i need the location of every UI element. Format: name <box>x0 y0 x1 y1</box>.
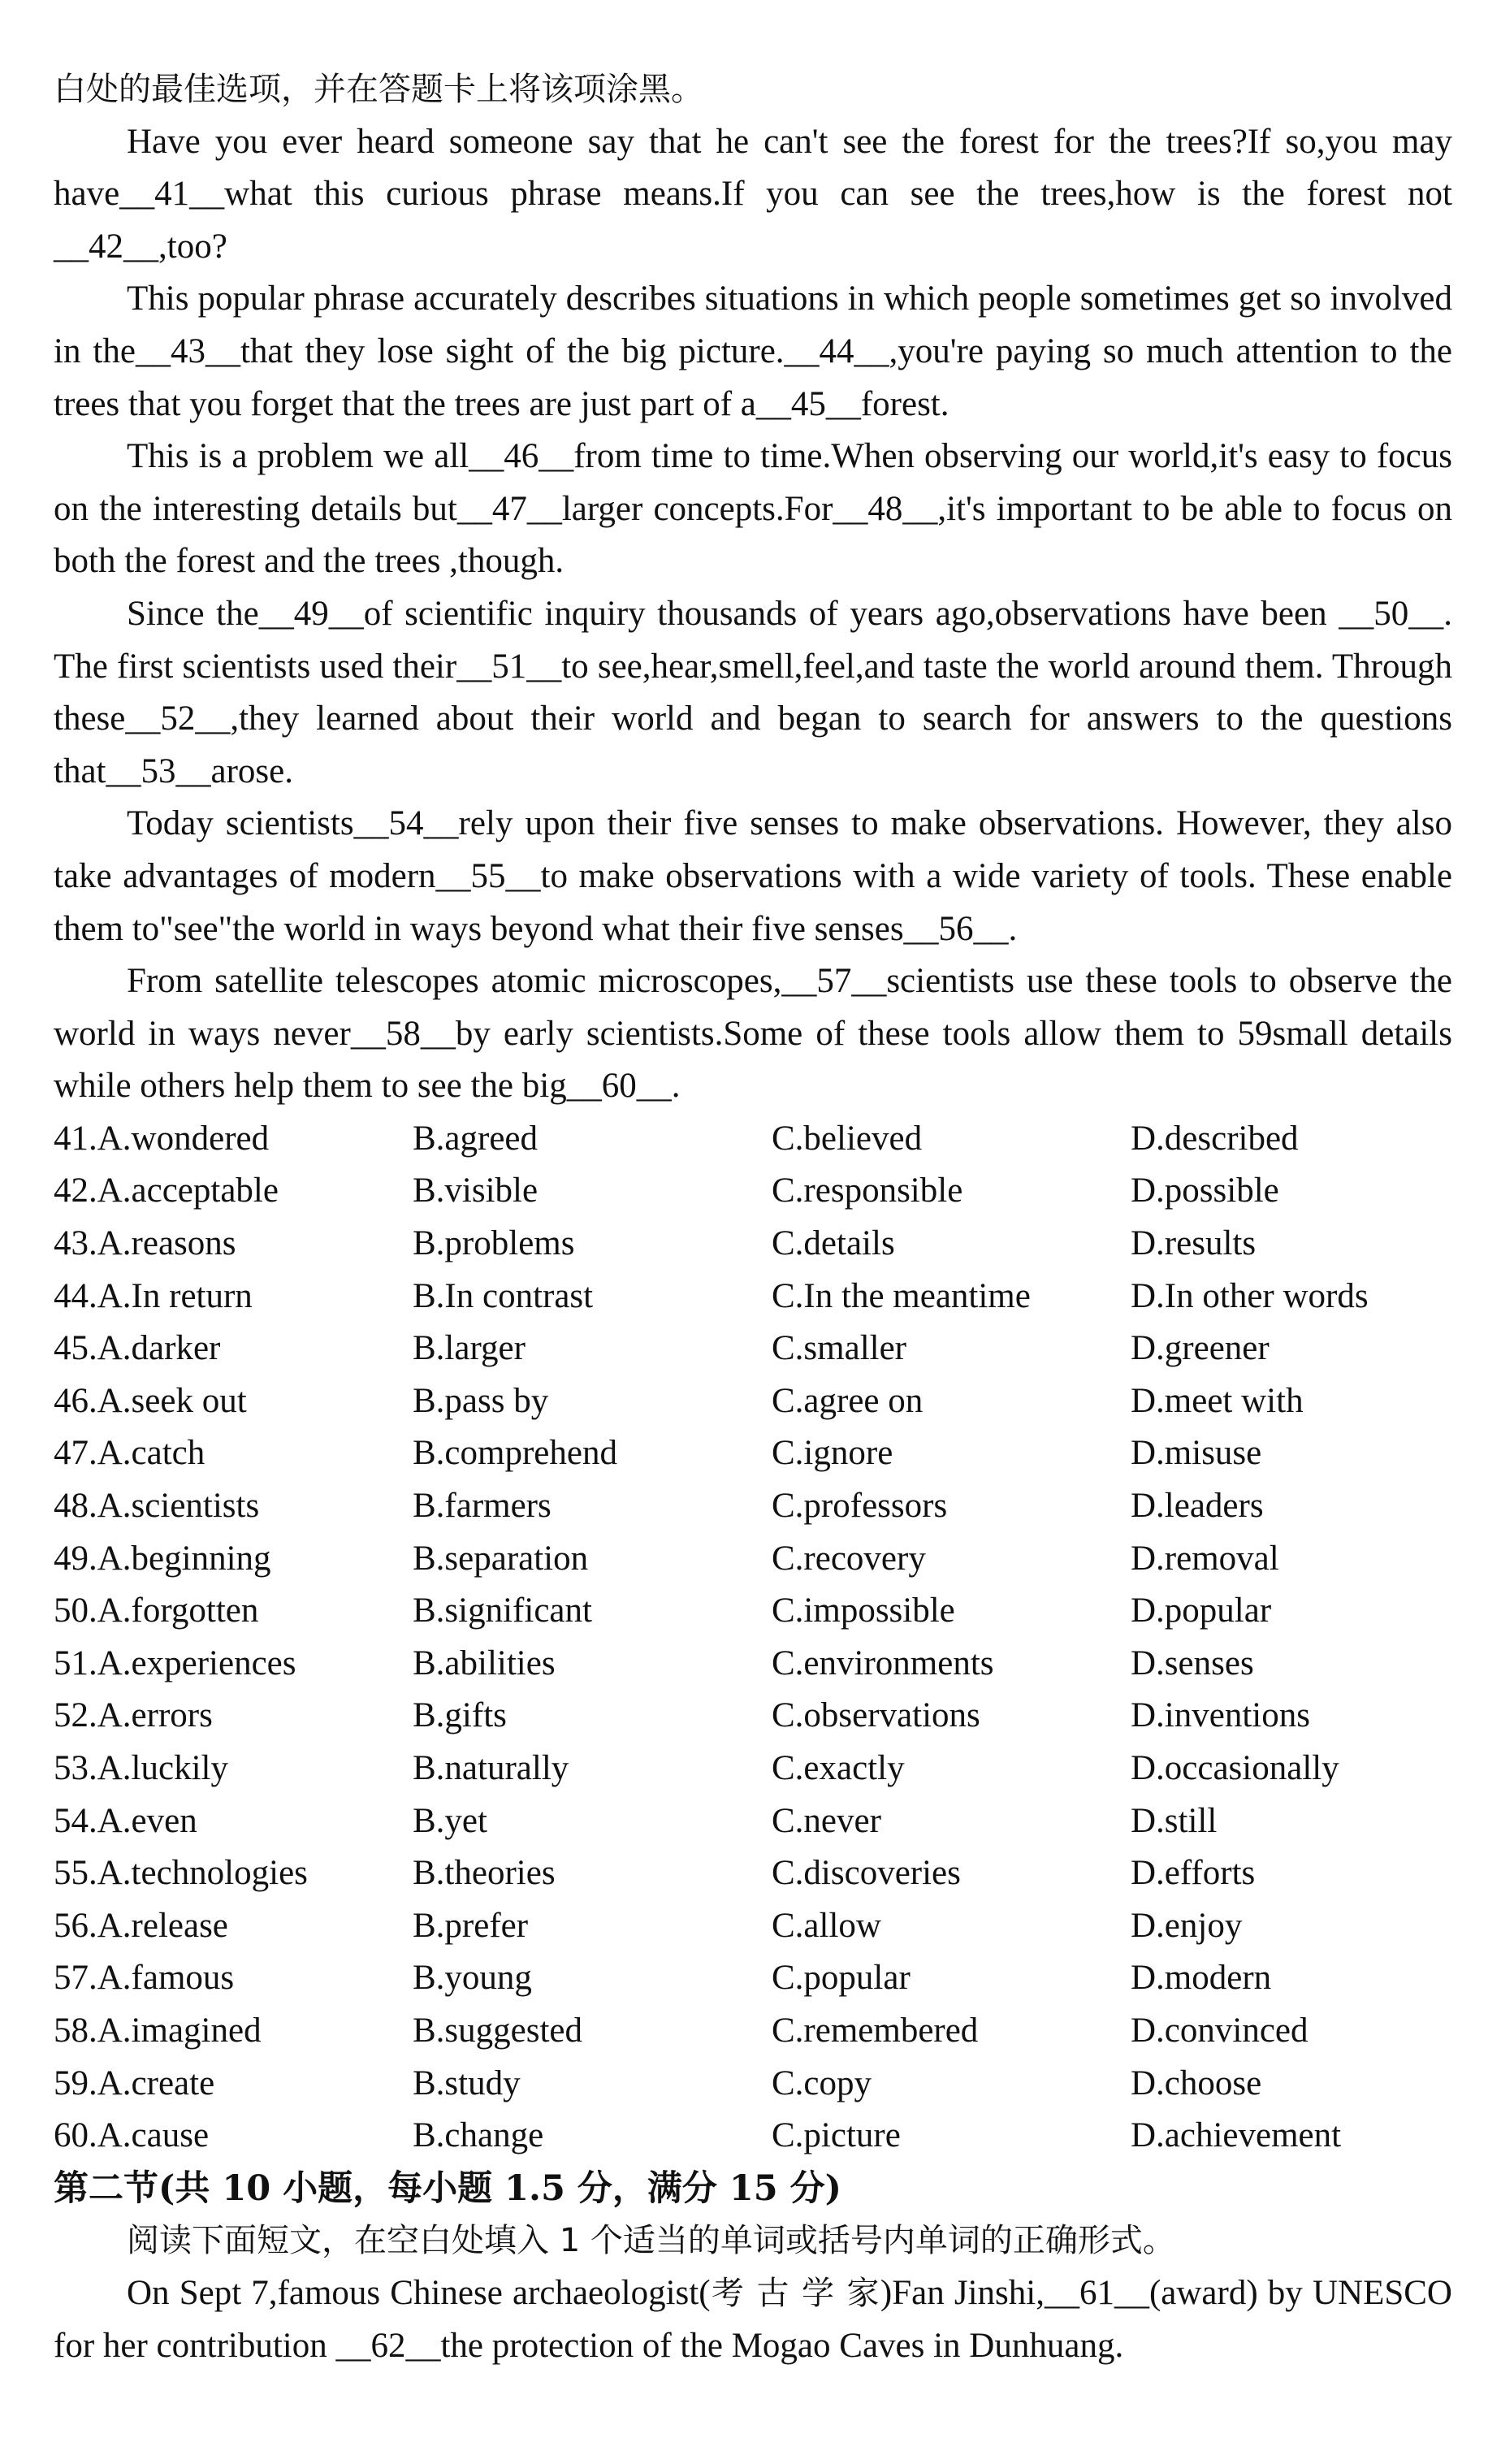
option-b: B.separation <box>413 1539 589 1578</box>
option-a: 51.A.experiences <box>54 1643 296 1682</box>
option-d: D.convinced <box>1131 2011 1309 2050</box>
chinese-gloss: 考 古 学 家 <box>710 2274 880 2312</box>
option-a: 56.A.release <box>54 1906 228 1945</box>
question-options-49 <box>54 1533 1452 1586</box>
question-options-59 <box>54 2058 1452 2111</box>
option-a: 57.A.famous <box>54 1959 235 1998</box>
option-c: C.exactly <box>772 1749 905 1787</box>
option-a: 42.A.acceptable <box>54 1171 279 1210</box>
section-two-instruction: 阅读下面短文，在空白处填入 1 个适当的单词或括号内单词的正确形式。 <box>127 2222 1175 2260</box>
option-d: D.efforts <box>1131 1854 1256 1893</box>
question-options-53 <box>54 1743 1452 1795</box>
option-d: D.popular <box>1131 1591 1272 1630</box>
option-b: B.abilities <box>413 1643 556 1682</box>
option-b: B.young <box>413 1959 532 1998</box>
option-a: 45.A.darker <box>54 1329 221 1368</box>
option-d: D.senses <box>1131 1643 1254 1682</box>
option-c: C.popular <box>772 1959 911 1998</box>
option-a: 41.A.wondered <box>54 1119 270 1158</box>
option-c: C.remembered <box>772 2011 979 2050</box>
option-a: 53.A.luckily <box>54 1749 228 1787</box>
option-b: B.gifts <box>413 1696 507 1735</box>
option-a: 48.A.scientists <box>54 1487 260 1526</box>
option-c: C.ignore <box>772 1434 893 1473</box>
question-options-56 <box>54 1900 1452 1953</box>
cloze-passage <box>54 116 1452 1113</box>
question-options-54 <box>54 1795 1452 1848</box>
option-b: B.theories <box>413 1854 556 1893</box>
question-options-43 <box>54 1218 1452 1271</box>
question-options-44 <box>54 1271 1452 1323</box>
option-d: D.described <box>1131 1119 1299 1158</box>
section-two-heading: 第二节(共 10 小题，每小题 1.5 分，满分 15 分) <box>54 2167 841 2209</box>
option-c: C.discoveries <box>772 1854 961 1893</box>
question-options-45 <box>54 1323 1452 1375</box>
option-b: B.In contrast <box>413 1276 594 1315</box>
option-d: D.In other words <box>1131 1276 1369 1315</box>
question-options-50 <box>54 1585 1452 1638</box>
option-d: D.achievement <box>1131 2116 1342 2155</box>
option-c: C.details <box>772 1224 895 1263</box>
option-d: D.meet with <box>1131 1381 1304 1420</box>
option-d: D.misuse <box>1131 1434 1262 1473</box>
option-b: B.prefer <box>413 1906 529 1945</box>
intro-instruction-line: 白处的最佳选项，并在答题卡上将该项涂黑。 <box>54 71 703 108</box>
option-a: 47.A.catch <box>54 1434 205 1473</box>
option-a: 46.A.seek out <box>54 1381 247 1420</box>
option-d: D.results <box>1131 1224 1257 1263</box>
option-c: C.smaller <box>772 1329 906 1368</box>
option-c: C.allow <box>772 1906 881 1945</box>
option-b: B.larger <box>413 1329 526 1368</box>
option-b: B.change <box>413 2116 544 2155</box>
option-c: C.copy <box>772 2063 872 2102</box>
option-c: C.responsible <box>772 1171 963 1210</box>
option-b: B.study <box>413 2063 521 2102</box>
worksheet-page <box>54 63 1452 2372</box>
passage-paragraph-4: Since the__49__of scientific inquiry thousands of years ago,observations have been __50__. The first scientists used their__51__to see,hear,smell,feel,and taste the world around them. Through these__52__,they learned about their world and began to search for answers to the questions that__53__arose. <box>54 594 1452 790</box>
question-options-51 <box>54 1638 1452 1691</box>
option-b: B.problems <box>413 1224 575 1263</box>
option-c: C.picture <box>772 2116 901 2155</box>
option-d: D.still <box>1131 1801 1218 1840</box>
option-c: C.believed <box>772 1119 923 1158</box>
option-a: 43.A.reasons <box>54 1224 236 1263</box>
passage-text-start: On Sept 7,famous Chinese archaeologist( <box>127 2273 711 2312</box>
question-options-48 <box>54 1480 1452 1533</box>
option-c: C.environments <box>772 1643 994 1682</box>
option-b: B.pass by <box>413 1381 549 1420</box>
option-a: 58.A.imagined <box>54 2011 262 2050</box>
question-options-46 <box>54 1375 1452 1428</box>
question-options-60 <box>54 2110 1452 2163</box>
option-b: B.suggested <box>413 2011 583 2050</box>
option-b: B.naturally <box>413 1749 569 1787</box>
option-d: D.possible <box>1131 1171 1279 1210</box>
option-a: 49.A.beginning <box>54 1539 271 1578</box>
option-d: D.inventions <box>1131 1696 1310 1735</box>
question-options-55 <box>54 1847 1452 1900</box>
question-options-52 <box>54 1690 1452 1743</box>
passage-paragraph-5: Today scientists__54__rely upon their five senses to make observations. However, they also take advantages of modern__55__to make observations with a wide variety of tools. These enable them to"see"the world in ways beyond what their five senses__56__. <box>54 804 1452 948</box>
option-c: C.observations <box>772 1696 980 1735</box>
passage-paragraph-1: Have you ever heard someone say that he can't see the forest for the trees?If so,you may have__41__what this curious phrase means.If you can see the trees,how is the forest not __42__,too? <box>54 122 1452 266</box>
option-d: D.removal <box>1131 1539 1279 1578</box>
option-d: D.choose <box>1131 2063 1262 2102</box>
question-options-42 <box>54 1165 1452 1218</box>
option-d: D.leaders <box>1131 1487 1264 1526</box>
option-b: B.comprehend <box>413 1434 617 1473</box>
question-options-41 <box>54 1113 1452 1166</box>
passage-paragraph-2: This popular phrase accurately describes situations in which people sometimes get so involved in the__43__that they lose sight of the big picture.__44__,you're paying so much attention to the trees that you forget that the trees are just part of a__45__forest. <box>54 279 1452 423</box>
option-d: D.greener <box>1131 1329 1270 1368</box>
option-c: C.never <box>772 1801 881 1840</box>
option-b: B.visible <box>413 1171 539 1210</box>
question-options-47 <box>54 1427 1452 1480</box>
option-c: C.impossible <box>772 1591 955 1630</box>
option-a: 44.A.In return <box>54 1276 253 1315</box>
option-a: 52.A.errors <box>54 1696 213 1735</box>
passage-text-end: )Fan Jinshi,__61__(award) by UNESCO for her contribution __62__the protection of the Mogao Caves in Dunhuang. <box>54 2273 1452 2365</box>
question-options-58 <box>54 2005 1452 2058</box>
option-c: C.professors <box>772 1487 948 1526</box>
option-d: D.occasionally <box>1131 1749 1339 1787</box>
option-c: C.agree on <box>772 1381 924 1420</box>
option-b: B.agreed <box>413 1119 539 1158</box>
option-a: 55.A.technologies <box>54 1854 308 1893</box>
question-options-57 <box>54 1952 1452 2005</box>
option-c: C.recovery <box>772 1539 926 1578</box>
option-a: 59.A.create <box>54 2063 215 2102</box>
option-a: 50.A.forgotten <box>54 1591 259 1630</box>
option-a: 54.A.even <box>54 1801 197 1840</box>
option-d: D.modern <box>1131 1959 1272 1998</box>
passage-paragraph-6: From satellite telescopes atomic microscopes,__57__scientists use these tools to observe the world in ways never__58__by early scientists.Some of these tools allow them to 59small details while others help them to see the big__60__. <box>54 962 1452 1106</box>
option-b: B.significant <box>413 1591 592 1630</box>
section-two-passage <box>54 2267 1452 2372</box>
answer-options-list <box>54 1113 1452 2163</box>
option-a: 60.A.cause <box>54 2116 210 2155</box>
option-b: B.farmers <box>413 1487 552 1526</box>
passage-paragraph-3: This is a problem we all__46__from time to time.When observing our world,it's easy to focus on the interesting details but__47__larger concepts.For__48__,it's important to be able to focus on both the forest and the trees ,though. <box>54 437 1452 581</box>
option-d: D.enjoy <box>1131 1906 1243 1945</box>
option-b: B.yet <box>413 1801 487 1840</box>
option-c: C.In the meantime <box>772 1276 1031 1315</box>
